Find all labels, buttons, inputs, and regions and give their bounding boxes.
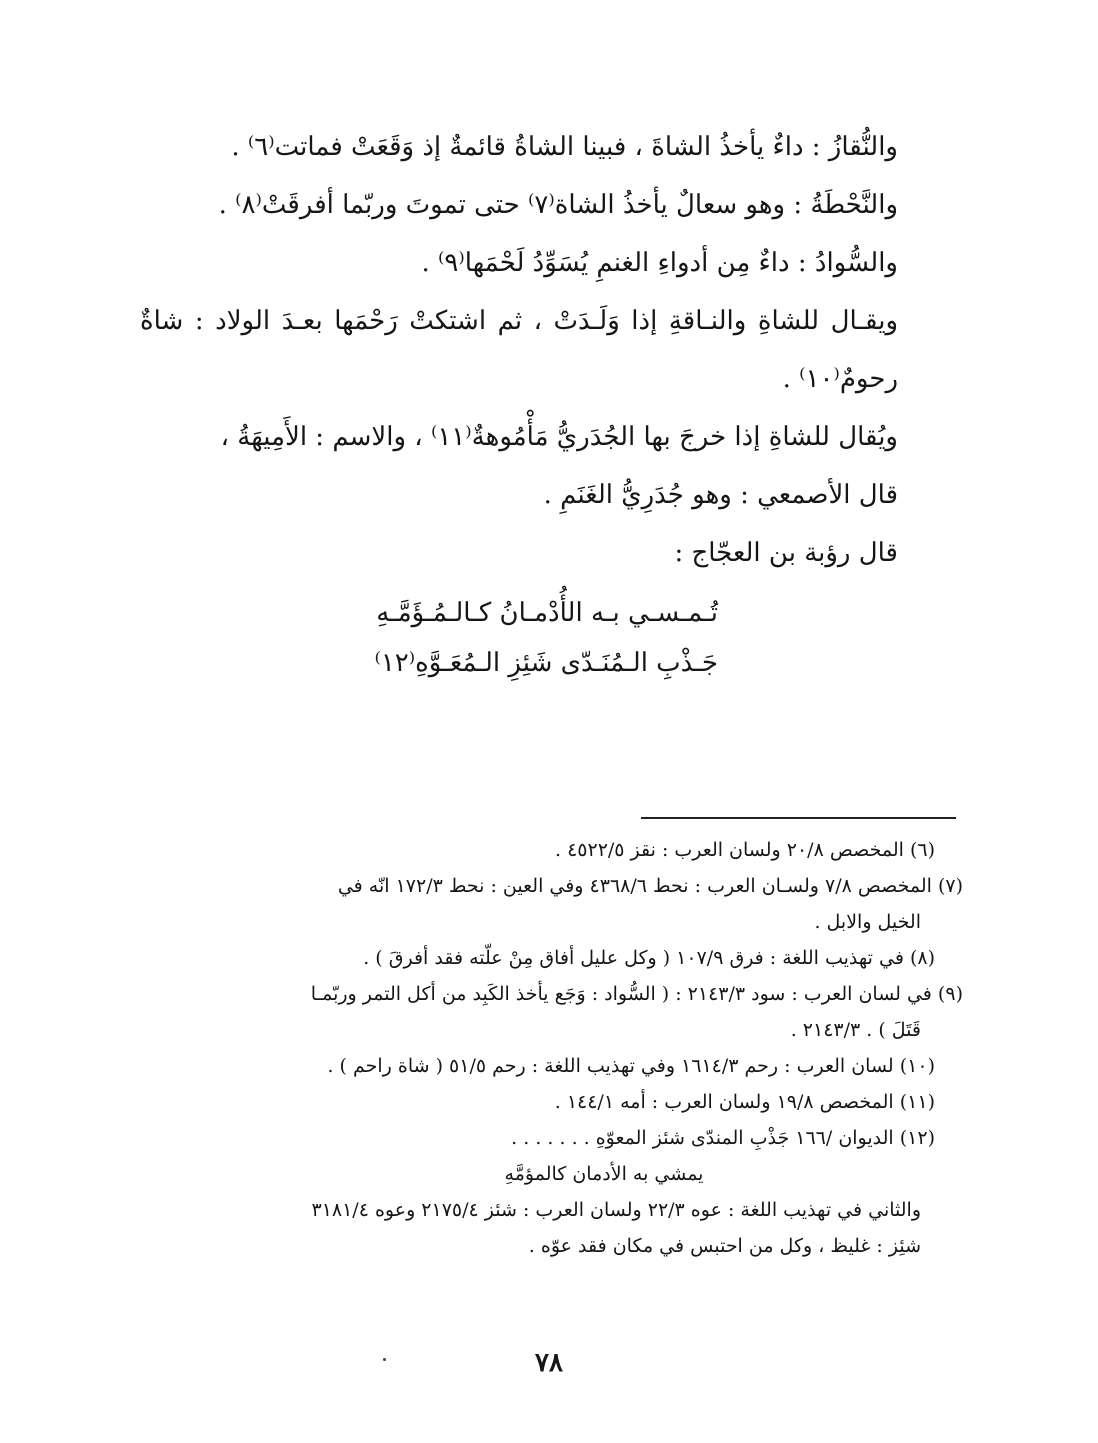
footnote-11: (١١) المخصص ١٩/٨ ولسان العرب : أمه ١٤٤/١ . (554, 1091, 935, 1113)
footnote-12-second: والثاني في تهذيب اللغة : عوه ٢٢/٣ ولسان العرب : شئز ٢١٧٥/٤ وعوه ٣١٨١/٤ (311, 1199, 921, 1221)
paragraph-suwad: والسُّوادُ : داءٌ مِن أدواءِ الغنمِ يُسَوِّدُ لَحْمَها⁽٩⁾ . (421, 248, 898, 278)
paragraph-rahum: ويقـال للشاةِ والنـاقةِ إذا وَلَـدَتْ ، ثم اشتكتْ رَحْمَها بعـدَ الولاد : شاةٌ رحومٌ⁽١٠⁾ . (140, 306, 898, 394)
paragraph-nahta: والنَّحْطَةُ : وهو سعالٌ يأخذُ الشاة⁽٧⁾ حتى تموتَ وربّما أفرقَتْ⁽٨⁾ . (218, 190, 898, 220)
footnote-10: (١٠) لسان العرب : رحم ١٦١٤/٣ وفي تهذيب اللغة : رحم ٥١/٥ ( شاة راحم ) . (327, 1055, 935, 1077)
footnote-7-continued: الخيل والابل . (814, 911, 921, 933)
verse-line-2: جَـذْبِ الـمُنَـدّى شَئِزِ الـمُعَـوَّهِ⁽١٢⁾ (374, 648, 718, 678)
main-text (140, 118, 958, 688)
footnote-9-continued: قَتَلَ ) . ٢١٤٣/٣ . (790, 1019, 921, 1041)
footnote-12-verse: يمشي به الأدمان كالمؤمَّهِ (504, 1163, 704, 1185)
paragraph-asmai: قال الأصمعي : وهو جُدَرِيُّ الغَنَمِ . (543, 480, 898, 510)
footnote-9: (٩) في لسان العرب : سود ٢١٤٣/٣ : ( السُّواد : وَجَع يأخذ الكَبِد من أكل التمر وربّمـا (310, 983, 963, 1005)
footnote-7: (٧) المخصص ٧/٨ ولسـان العرب : نحط ٤٣٦٨/٦ وفي العين : نحط ١٧٢/٣ انّه في (337, 875, 963, 897)
paragraph-ruba: قال رؤبة بن العجّاج : (674, 538, 898, 568)
paragraph-nuqaz: والنُّقازُ : داءٌ يأخذُ الشاةَ ، فبينا الشاةُ قائمةٌ إذ وَقَعَتْ فماتت⁽٦⁾ . (231, 132, 898, 162)
verse (140, 588, 958, 688)
verse-line-1: تُـمـسـي بـه الأُدْمـانُ كـالـمُـؤَمَّـهِ (376, 598, 718, 628)
footnote-12: (١٢) الديوان /١٦٦ جَذْبِ المندّى شئز المعوّهِ . . . . . . . (511, 1127, 935, 1149)
footnote-divider (641, 817, 956, 819)
page-number: ٧٨ (535, 1348, 563, 1378)
footnote-12-gloss: شئِز : غليظ ، وكل من احتبس في مكان فقد عوّه . (528, 1235, 921, 1257)
paragraph-mamuha: ويُقال للشاةِ إذا خرجَ بها الجُدَريُّ مَأْمُوهةٌ⁽١١⁾ ، والاسم : الأَمِيهَةُ ، (220, 422, 898, 452)
footnote-8: (٨) في تهذيب اللغة : فرق ١٠٧/٩ ( وكل عليل أفاق مِنْ علّته فقد أفرقَ ) . (363, 947, 935, 969)
footnotes (125, 832, 963, 1264)
footnote-6: (٦) المخصص ٢٠/٨ ولسان العرب : نقز ٤٥٢٢/٥ . (554, 839, 935, 861)
